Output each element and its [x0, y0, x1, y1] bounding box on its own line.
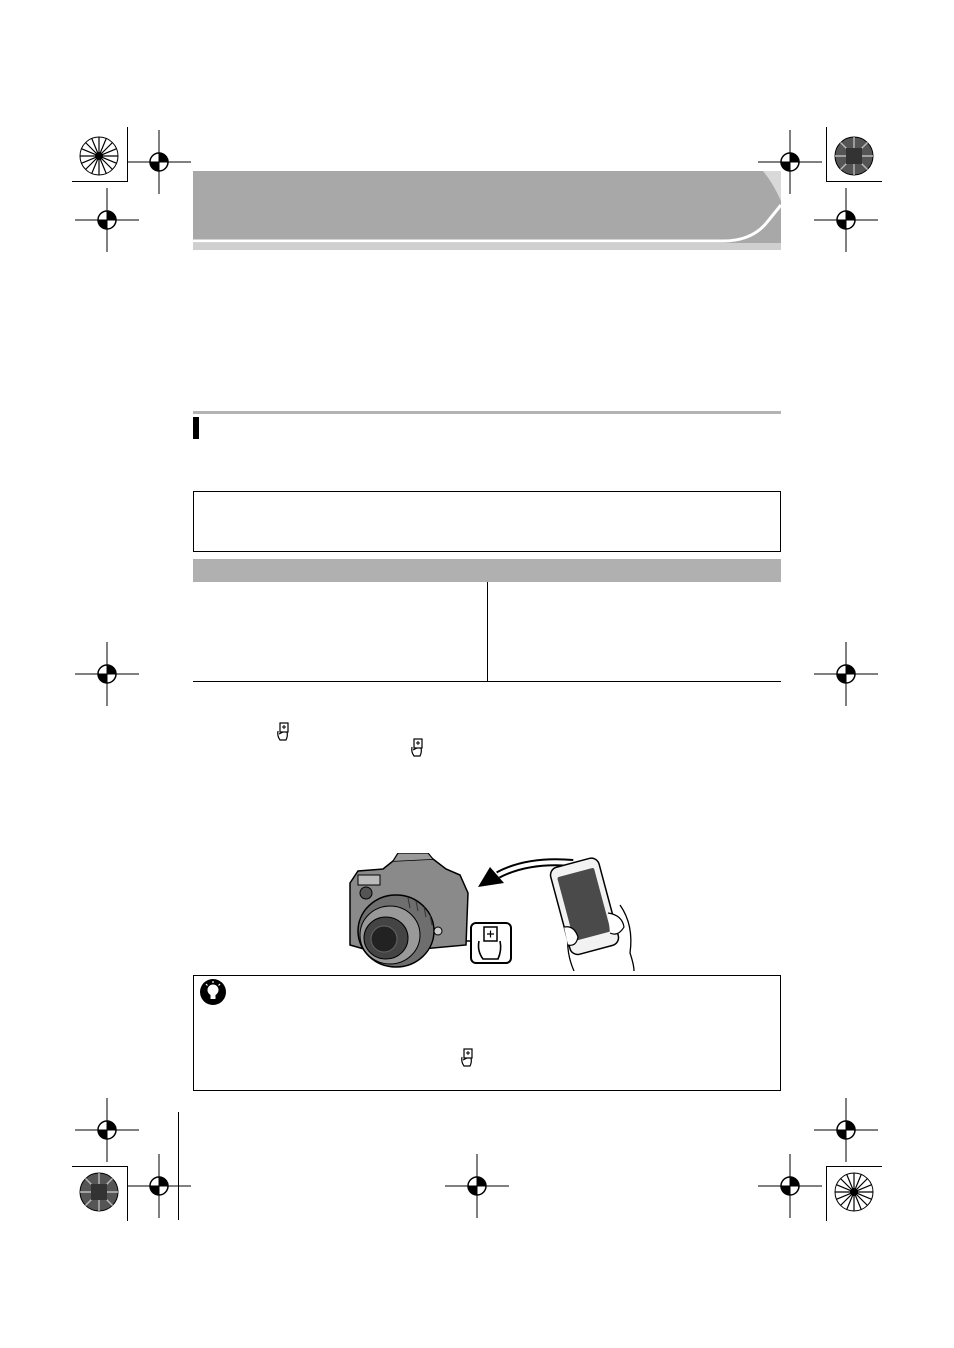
rosette-top-right	[834, 136, 874, 176]
lightbulb-icon	[199, 978, 227, 1006]
rosette-bottom-left	[79, 1172, 119, 1212]
nfc-touch-icon	[459, 1048, 475, 1068]
section-heading-marker	[193, 417, 199, 439]
tip-box	[193, 975, 781, 1091]
nfc-touch-icon	[409, 738, 425, 758]
crop-line	[72, 181, 128, 182]
rosette-top-left	[79, 136, 119, 176]
crop-line	[178, 1112, 179, 1220]
registration-mark-tr-2	[814, 188, 878, 252]
crop-line	[826, 1166, 827, 1221]
registration-mark-mr	[814, 642, 878, 706]
note-box	[193, 491, 781, 552]
section-rule	[193, 411, 781, 414]
table-column-divider	[487, 582, 488, 681]
registration-mark-bc	[445, 1154, 509, 1218]
crop-line	[127, 1166, 128, 1221]
registration-mark-bl-1	[75, 1098, 139, 1162]
registration-mark-ml	[75, 642, 139, 706]
registration-mark-bl-2	[127, 1154, 191, 1218]
rosette-bottom-right	[834, 1172, 874, 1212]
crop-line	[826, 1166, 882, 1167]
table-header	[193, 559, 781, 582]
registration-mark-br-1	[814, 1098, 878, 1162]
crop-line	[826, 127, 827, 182]
crop-line	[72, 1166, 128, 1167]
chapter-header-band	[193, 171, 781, 250]
crop-line	[826, 181, 882, 182]
crop-line	[127, 127, 128, 182]
registration-mark-tl-1	[127, 130, 191, 194]
nfc-touch-icon	[275, 722, 291, 742]
registration-mark-tl-2	[75, 188, 139, 252]
camera-smartphone-nfc-illustration	[338, 853, 638, 973]
registration-mark-br-2	[758, 1154, 822, 1218]
